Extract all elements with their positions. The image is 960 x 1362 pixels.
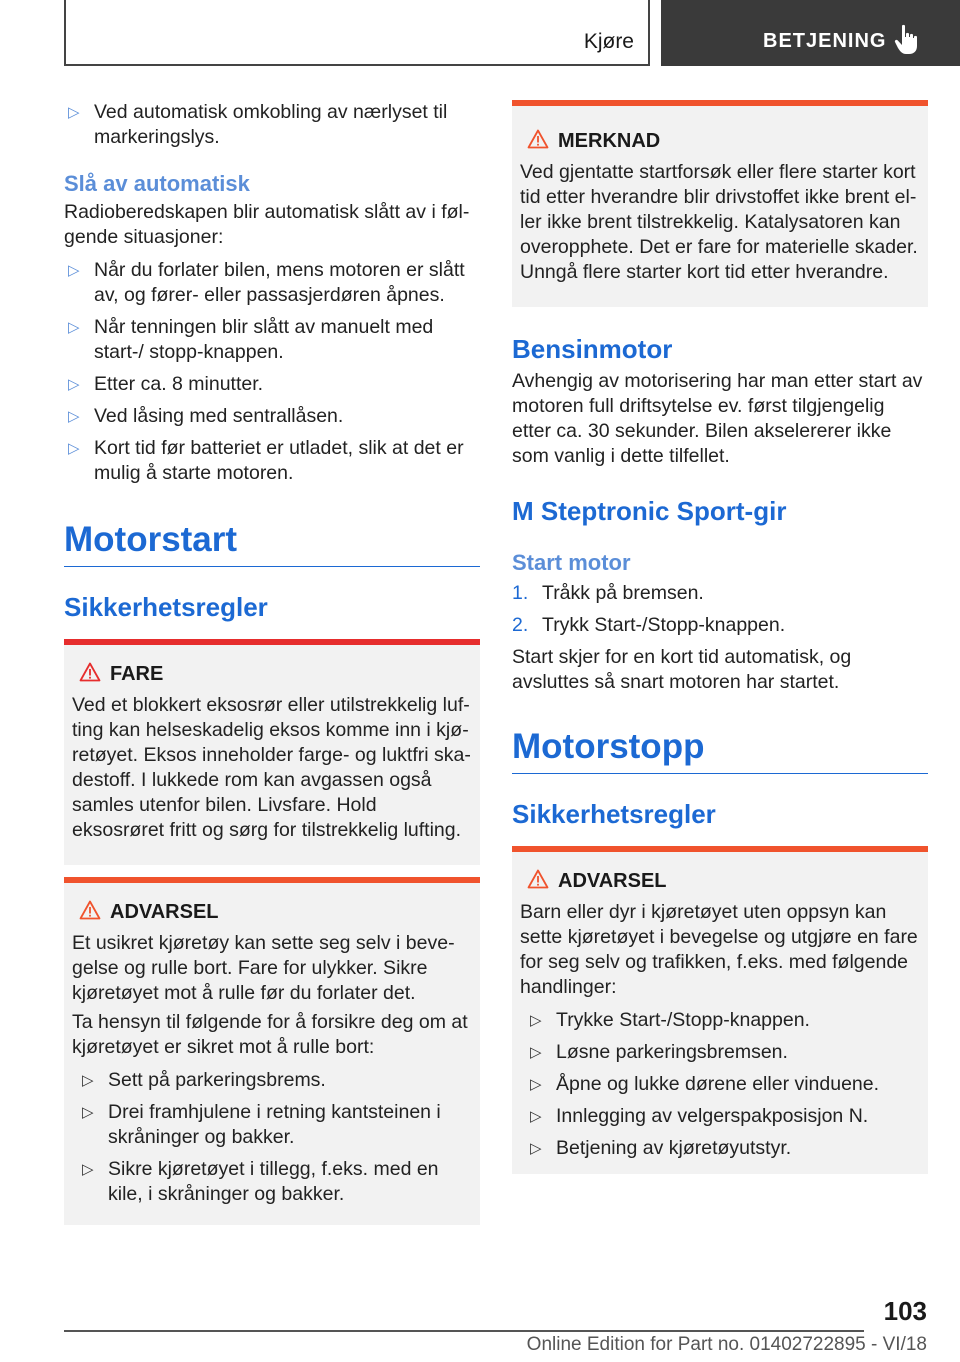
subheading-start-engine: Start motor [512,550,631,575]
triangle-bullet-icon: ▷ [82,1104,94,1121]
triangle-bullet-icon: ▷ [68,319,80,336]
list-item: ▷ Åpne og lukke dørene eller vinduene. [530,1073,880,1095]
notice-title: MERKNAD [520,128,920,154]
warning-triangle-icon [527,129,549,149]
warning-box [64,877,480,1225]
paragraph: Radioberedskapen blir automatisk slått av i følgende situasjoner: [64,201,470,248]
heading-motorstopp: Motorstopp [512,727,705,766]
danger-title: FARE [72,661,472,687]
triangle-bullet-icon: ▷ [530,1140,542,1157]
triangle-bullet-icon: ▷ [68,408,80,425]
list-item: ▷ Trykke Start-/Stopp-knappen. [530,1009,810,1031]
list-item: ▷ Løsne parkeringsbremsen. [530,1041,788,1063]
list-item: ▷ Sikre kjøretøyet i tillegg, f.eks. med en kile, i skråninger og bakker. [82,1158,439,1205]
warning-box [512,846,928,1174]
warning-title: ADVARSEL [520,868,920,894]
list-item: ▷ Når du forlater bilen, mens motoren er slått av, og fører- eller passasjerdøren åpnes. [68,259,465,306]
footer-edition: Online Edition for Part no. 01402722895 - VI/18 [526,1334,927,1355]
list-item: ▷ Når tenningen blir slått av manuelt med start-/ stopp-knappen. [68,316,434,363]
triangle-bullet-icon: ▷ [530,1044,542,1061]
danger-text: Ved et blokkert eksosrør eller utilstrekkelig lufting kan helseskadelig eksos komme inn i kjøretøyet. Eksos inneholder farge- og luktfri skadestoff. I lukkede rom kan avgassen også samles utenfor bilen. Livsfare. Hold eksosrøret fritt og sørg for tilstrekkelig lufting. [72,694,471,841]
list-item: ▷ Ved automatisk omkobling av nærlyset til markeringslys. [68,101,448,148]
paragraph: Avhengig av motorisering har man etter start av motoren full driftsytelse ev. først tilgjengelig etter ca. 30 sekunder. Bilen akselererer ikke som vanlig i dette tilfellet. [512,370,923,467]
footer-divider [64,1330,864,1332]
warning-text: Ta hensyn til følgende for å forsikre deg om at kjøretøyet er sikret mot å rulle bort: [72,1011,468,1058]
list-item: ▷ Ved låsing med sentrallåsen. [68,405,344,427]
list-item: ▷ Betjening av kjøretøyutstyr. [530,1137,792,1159]
heading-safety-rules: Sikkerhetsregler [512,799,716,829]
list-item: ▷ Kort tid før batteriet er utladet, slik at det er mulig å starte motoren. [68,437,464,484]
notice-text: Ved gjentatte startforsøk eller flere starter kort tid etter hverandre blir drivstoffet ikke brent eller ikke brent tilstrekkelig. Katalysatoren kan overopphete. Det er fare for materielle skader. Unngå flere starter kort tid etter hverandre. [520,161,918,283]
header-chapter-tab [661,0,960,66]
triangle-bullet-icon: ▷ [68,376,80,393]
notice-box [512,100,928,307]
warning-triangle-icon [79,662,101,682]
triangle-bullet-icon: ▷ [530,1076,542,1093]
heading-petrol-engine: Bensinmotor [512,334,673,364]
step-item: 2. Trykk Start-/Stopp-knappen. [512,614,786,636]
paragraph: Start skjer for en kort tid automatisk, og avsluttes så snart motoren har startet. [512,646,852,693]
heading-motorstart: Motorstart [64,520,238,559]
triangle-bullet-icon: ▷ [530,1012,542,1029]
subheading-auto-off: Slå av automatisk [64,171,250,196]
list-item: ▷ Sett på parkeringsbrems. [82,1069,326,1091]
header-section-tab [64,0,650,66]
warning-text: Et usikret kjøretøy kan sette seg selv i bevegelse og rulle bort. Fare for ulykker. Sikre kjøretøyet mot å rulle før du forlater det. [72,932,455,1004]
triangle-bullet-icon: ▷ [68,262,80,279]
triangle-bullet-icon: ▷ [68,440,80,457]
list-item: ▷ Etter ca. 8 minutter. [68,373,264,395]
heading-steptronic: M Steptronic Sport-gir [512,496,787,526]
warning-triangle-icon [527,869,549,889]
danger-box [64,639,480,865]
triangle-bullet-icon: ▷ [68,104,80,121]
motorstopp-heading-block [512,727,928,774]
triangle-bullet-icon: ▷ [530,1108,542,1125]
warning-title: ADVARSEL [72,899,472,925]
page-number: 103 [883,1296,927,1326]
triangle-bullet-icon: ▷ [82,1161,94,1178]
warning-triangle-icon [79,900,101,920]
left-column [64,100,480,1225]
header-section-title: Kjøre [583,30,634,53]
triangle-bullet-icon: ▷ [82,1072,94,1089]
header-chapter-title: BETJENING [763,30,887,52]
right-column [512,100,928,1174]
heading-safety-rules: Sikkerhetsregler [64,592,268,622]
motorstart-heading-block [64,520,480,567]
hand-pointer-icon [894,24,920,56]
list-item: ▷ Innlegging av velgerspakposisjon N. [530,1105,869,1127]
warning-text: Barn eller dyr i kjøretøyet uten oppsyn kan sette kjøretøyet i bevegelse og utgjøre en fare for seg selv og trafikken, f.eks. med følgende handlinger: [520,901,918,998]
list-item: ▷ Drei framhjulene i retning kantsteinen i skråninger og bakker. [82,1101,441,1148]
step-item: 1. Tråkk på bremsen. [512,582,704,604]
